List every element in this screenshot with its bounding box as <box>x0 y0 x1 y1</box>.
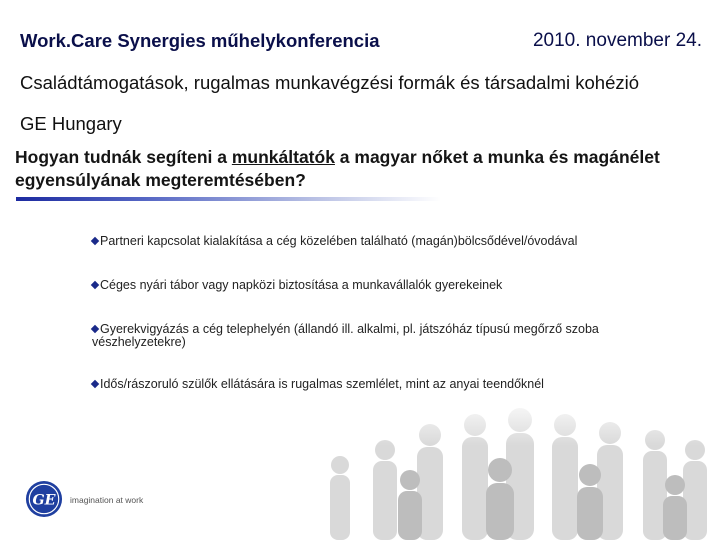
conference-date: 2010. november 24. <box>532 30 702 51</box>
ge-logo <box>25 480 63 518</box>
bullet-item <box>92 235 577 248</box>
question-part-2: a magyar nőket a munka és magánélet egyensúlyának megteremtésében? <box>15 147 660 190</box>
bullet-text: Partneri kapcsolat kialakítása a cég közelében található (magán)bölcsődével/óvodával <box>100 234 578 248</box>
bullet-item <box>92 378 544 391</box>
question-part-1: Hogyan tudnák segíteni a <box>15 147 232 167</box>
bullet-text: Gyerekvigyázás a cég telephelyén (állandó ill. alkalmi, pl. játszóház típusú megőrző szoba vészhelyzetekre) <box>92 322 599 349</box>
bullet-item <box>92 323 672 349</box>
diamond-bullet-icon <box>91 325 99 333</box>
slide-subtitle: Családtámogatások, rugalmas munkavégzési formák és társadalmi kohézió <box>20 72 640 93</box>
ge-tagline: imagination at work <box>70 495 144 505</box>
diamond-bullet-icon <box>91 380 99 388</box>
slide-question <box>15 146 695 192</box>
question-underlined: munkáltatók <box>231 147 335 167</box>
bullet-item <box>92 279 502 292</box>
diamond-bullet-icon <box>91 237 99 245</box>
bullet-text: Céges nyári tábor vagy napközi biztosítása a munkavállalók gyerekeinek <box>100 278 503 292</box>
company-name: GE Hungary <box>20 113 122 134</box>
diamond-bullet-icon <box>91 281 99 289</box>
ge-logo-text: GE <box>32 492 56 509</box>
title-underline-rule <box>16 197 441 201</box>
bullet-text: Idős/rászoruló szülők ellátására is rugalmas szemlélet, mint az anyai teendőknél <box>100 377 544 391</box>
conference-title: Work.Care Synergies műhelykonferencia <box>20 30 380 51</box>
crowd-photo <box>300 395 720 540</box>
